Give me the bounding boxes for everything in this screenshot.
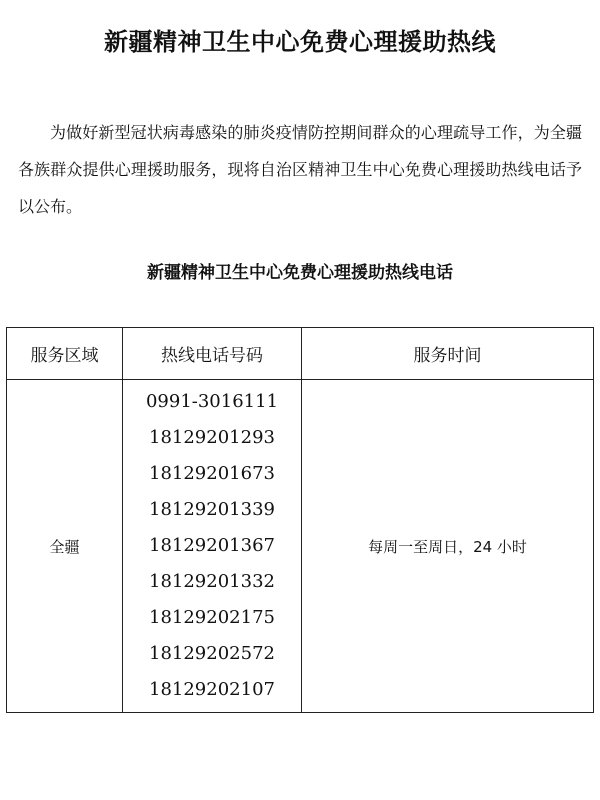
table-header-row: [7, 328, 594, 380]
intro-paragraph: 为做好新型冠状病毒感染的肺炎疫情防控期间群众的心理疏导工作，为全疆各族群众提供心理援助服务，现将自治区精神卫生中心免费心理援助热线电话予以公布。: [18, 123, 582, 216]
header-service-hours: 服务时间: [302, 328, 594, 380]
table-row: [7, 380, 594, 713]
phone-number: 18129202107: [149, 679, 275, 700]
phone-number: 18129201367: [149, 535, 275, 556]
page-title: 新疆精神卫生中心免费心理援助热线: [104, 28, 496, 56]
phone-number: 0991-3016111: [145, 391, 279, 412]
hotline-table: [6, 327, 594, 713]
service-hours-cell: 每周一至周日，24 小时: [302, 380, 594, 713]
header-hotline-numbers: 热线电话号码: [123, 328, 302, 380]
phone-number: 18129202175: [149, 607, 275, 628]
header-service-region: 服务区域: [7, 328, 123, 380]
phone-number: 18129201293: [149, 427, 275, 448]
phone-number: 18129202572: [149, 643, 275, 664]
phones-cell: [123, 380, 302, 713]
region-cell: 全疆: [7, 380, 123, 713]
phone-number: 18129201673: [149, 463, 275, 484]
table-caption: 新疆精神卫生中心免费心理援助热线电话: [147, 263, 453, 283]
phone-number: 18129201332: [149, 571, 275, 592]
phone-number: 18129201339: [149, 499, 275, 520]
